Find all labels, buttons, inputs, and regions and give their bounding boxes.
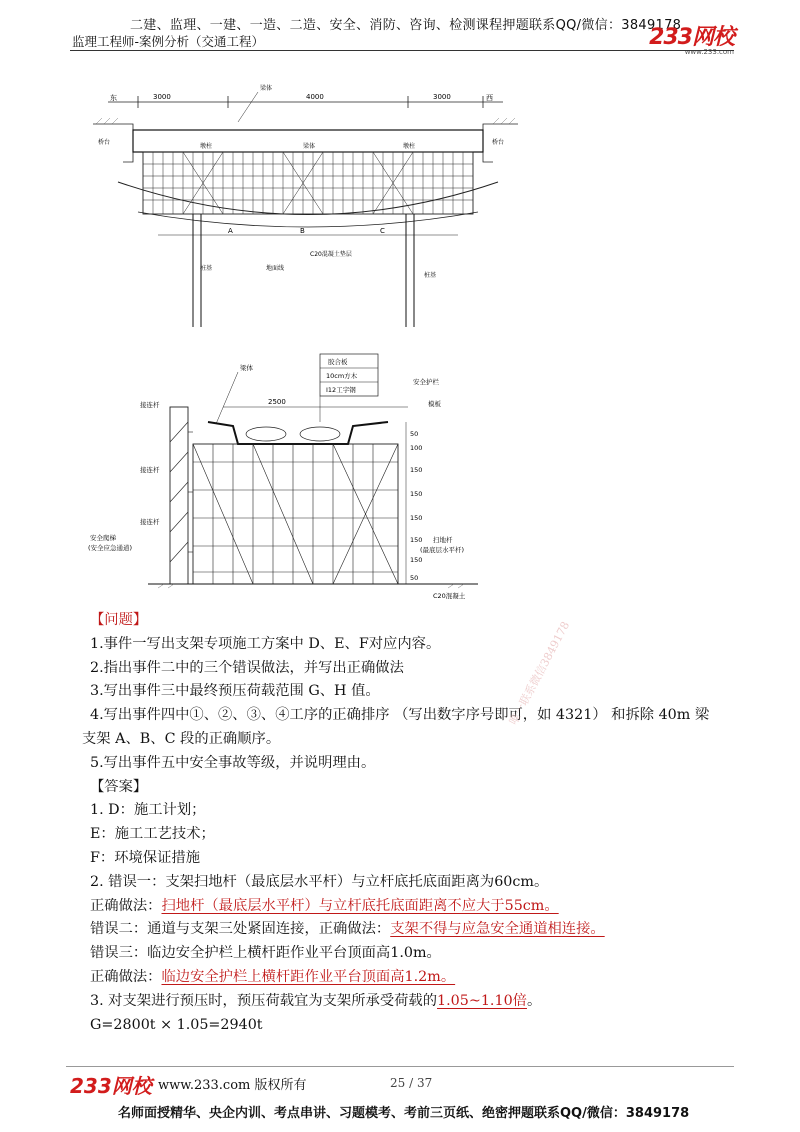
answers-title: 【答案】 bbox=[90, 778, 148, 795]
answer-9-suffix: 。 bbox=[526, 992, 542, 1009]
label-pier-right: 墩柱 bbox=[403, 143, 416, 150]
questions-heading bbox=[90, 609, 750, 633]
scaffold-grid bbox=[143, 152, 473, 214]
label-ladder: 安全爬梯 bbox=[90, 534, 116, 542]
question-5: 5.写出事件五中安全事故等级，并说明理由。 bbox=[90, 754, 376, 771]
answer-5 bbox=[90, 895, 750, 919]
label-sweep-bar: 扫地杆 bbox=[433, 536, 453, 544]
layer-i-beam: I12工字钢 bbox=[326, 386, 356, 394]
answer-8-prefix: 正确做法： bbox=[90, 968, 162, 985]
question-3: 3.写出事件三中最终预压荷载范围 G、H 值。 bbox=[90, 683, 380, 700]
label-beam-body: 梁体 bbox=[240, 364, 253, 372]
document-subtitle: 监理工程师-案例分析（交通工程） bbox=[72, 34, 265, 49]
layer-plywood: 胶合板 bbox=[328, 358, 348, 366]
answer-9-highlight: 1.05~1.10倍 bbox=[437, 992, 527, 1009]
answer-2: E：施工工艺技术； bbox=[90, 826, 215, 843]
label-sweep-bar-note: (最底层水平杆) bbox=[420, 546, 465, 554]
label-emergency-route: (安全应急通道) bbox=[88, 544, 133, 552]
watermark: 唯一联系微信3849178 bbox=[506, 619, 573, 728]
question-1: 1.事件一写出支架专项施工方案中 D、E、F对应内容。 bbox=[90, 635, 441, 652]
answer-5-prefix: 正确做法： bbox=[90, 897, 162, 914]
label-pier-left: 墩柱 bbox=[200, 143, 213, 150]
dim-v-7: 50 bbox=[410, 574, 419, 582]
section-c: C bbox=[380, 227, 385, 235]
answer-10: G=2800t × 1.05=2940t bbox=[90, 1016, 263, 1033]
header-divider bbox=[70, 50, 734, 51]
section-a: A bbox=[228, 227, 233, 235]
label-c20-pad: C20混凝土垫层 bbox=[310, 251, 352, 258]
label-safety-guard: 安全护栏 bbox=[413, 378, 439, 386]
label-abutment-left: 桥台 bbox=[98, 139, 111, 146]
dim-v-4: 150 bbox=[410, 514, 423, 522]
label-beam-mid: 梁体 bbox=[303, 143, 316, 150]
answers-heading bbox=[90, 776, 750, 800]
answer-6 bbox=[90, 918, 750, 942]
dim-v-5: 150 bbox=[410, 536, 423, 544]
label-pile: 桩基 bbox=[200, 265, 213, 272]
answer-9-prefix: 3. 对支架进行预压时，预压荷载宜为支架所承受荷载的 bbox=[90, 992, 438, 1009]
questions-title: 【问题】 bbox=[90, 612, 148, 628]
logo-url: www.233.com bbox=[684, 48, 734, 56]
dim-left: 3000 bbox=[153, 93, 171, 101]
footer-promo: 名师面授精华、央企内训、考点串讲、习题模考、考前三页纸、绝密押题联系QQ/微信：3849178 bbox=[118, 1106, 690, 1121]
question-4a: 4.写出事件四中①、②、③、④工序的正确排序 （写出数字序号即可，如 4321） 和拆除 40m 梁 bbox=[90, 707, 710, 724]
label-tie-bar-1: 接连杆 bbox=[140, 401, 160, 409]
question-2: 2.指出事件二中的三个错误做法，并写出正确做法 bbox=[90, 659, 404, 676]
footer-logo: 233网校 bbox=[70, 1074, 152, 1098]
dim-v-2: 150 bbox=[410, 466, 423, 474]
answer-9 bbox=[90, 990, 750, 1014]
label-formwork: 模板 bbox=[428, 400, 441, 408]
figure-support-cross-section bbox=[88, 352, 508, 604]
label-pile-right: 桩基 bbox=[424, 272, 437, 279]
dim-width: 2500 bbox=[268, 398, 286, 406]
answer-8 bbox=[90, 966, 750, 990]
label-abutment-right: 桥台 bbox=[492, 139, 505, 146]
label-ground: 地面线 bbox=[266, 265, 285, 272]
answer-7: 错误三：临边安全护栏上横杆距作业平台顶面高1.0m。 bbox=[90, 945, 441, 962]
answer-8-highlight: 临边安全护栏上横杆距作业平台顶面高1.2m。 bbox=[161, 968, 456, 985]
answer-3: F：环境保证措施 bbox=[90, 849, 200, 866]
label-east: 东 bbox=[110, 94, 117, 102]
figure-bridge-elevation bbox=[88, 82, 528, 342]
answer-1: 1. D：施工计划； bbox=[90, 802, 206, 819]
dim-v-6: 150 bbox=[410, 556, 423, 564]
dim-mid: 4000 bbox=[306, 93, 324, 101]
dim-v-0: 50 bbox=[410, 430, 419, 438]
section-b: B bbox=[300, 227, 305, 235]
label-west: 西 bbox=[486, 94, 493, 102]
layer-timber: 10cm方木 bbox=[326, 372, 358, 380]
label-beam-top: 梁体 bbox=[260, 85, 273, 92]
footer-divider bbox=[66, 1066, 734, 1067]
safety-ladder bbox=[170, 407, 193, 584]
answer-4: 2. 错误一：支架扫地杆（最底层水平杆）与立杆底托底面距离为60cm。 bbox=[90, 873, 549, 890]
header-top-line: 二建、监理、一建、一造、二造、安全、消防、咨询、检测课程押题联系QQ/微信：3849178 bbox=[130, 18, 682, 33]
answer-5-highlight: 扫地杆（最底层水平杆）与立杆底托底面距离不应大于55cm。 bbox=[161, 897, 559, 914]
label-tie-bar-3: 接连杆 bbox=[140, 518, 160, 526]
footer-copyright: www.233.com 版权所有 bbox=[158, 1078, 307, 1093]
scaffold-frame bbox=[193, 444, 398, 584]
question-4b: 支架 A、B、C 段的正确顺序。 bbox=[82, 730, 281, 747]
dim-v-3: 150 bbox=[410, 490, 423, 498]
dim-v-1: 100 bbox=[410, 444, 423, 452]
answer-6-highlight: 支架不得与应急安全通道相连接。 bbox=[390, 921, 605, 938]
label-c20-concrete: C20混凝土 bbox=[433, 592, 466, 600]
page-number: 25 / 37 bbox=[390, 1076, 433, 1090]
dim-right: 3000 bbox=[433, 93, 451, 101]
answer-6-prefix: 错误二：通道与支架三处紧固连接，正确做法： bbox=[90, 921, 391, 938]
qa-section bbox=[82, 609, 750, 1037]
label-tie-bar-2: 接连杆 bbox=[140, 466, 160, 474]
logo-text: 233网校 bbox=[649, 25, 734, 50]
